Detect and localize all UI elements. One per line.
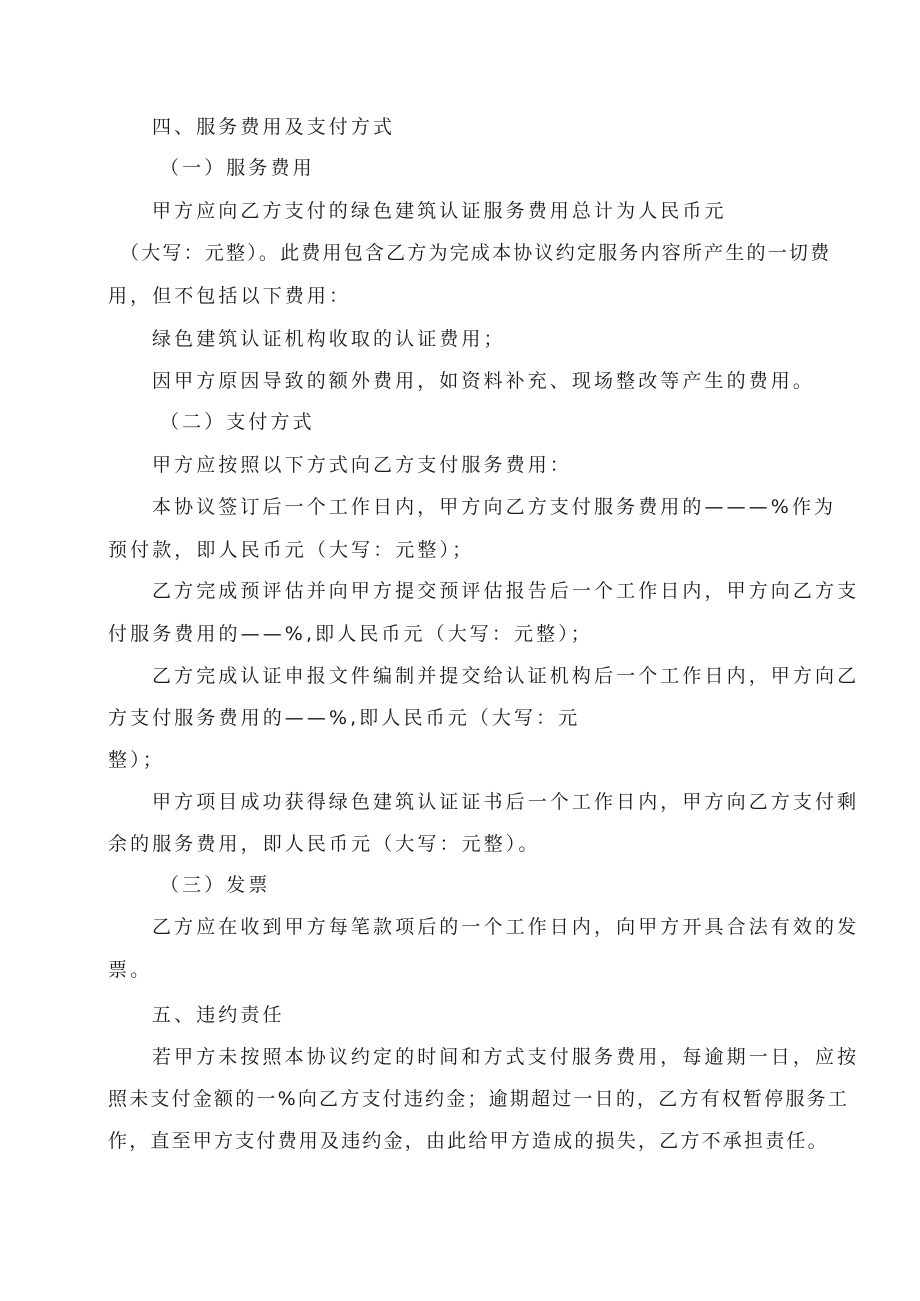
invoice-line1: 乙方应在收到甲方每笔款项后的一个工作日内，向甲方开具合法有效的发 xyxy=(152,916,860,938)
fee-exclusion-2: 因甲方原因导致的额外费用，如资料补充、现场整改等产生的费用。 xyxy=(152,370,816,392)
breach-line3: 作，直至甲方支付费用及违约金，由此给甲方造成的损失，乙方不承担责任。 xyxy=(108,1130,829,1152)
payment-4-line1: 甲方项目成功获得绿色建筑认证证书后一个工作日内，甲方向乙方支付剩 xyxy=(152,791,860,813)
payment-3-line1: 乙方完成认证申报文件编制并提交给认证机构后一个工作日内，甲方向乙 xyxy=(152,665,860,687)
breach-line2: 照未支付金额的一%向乙方支付违约金；逾期超过一日的，乙方有权暂停服务工 xyxy=(108,1088,850,1110)
payment-intro: 甲方应按照以下方式向乙方支付服务费用： xyxy=(152,454,572,476)
fee-exclusion-1: 绿色建筑认证机构收取的认证费用； xyxy=(152,328,506,350)
section4-heading: 四、服务费用及支付方式 xyxy=(152,116,396,138)
payment-1-line2: 预付款，即人民币元（大写：元整）； xyxy=(108,539,475,561)
breach-line1: 若甲方未按照本协议约定的时间和方式支付服务费用，每逾期一日，应按 xyxy=(152,1046,860,1068)
sub1-heading: （一）服务费用 xyxy=(160,157,315,179)
sub2-heading: （二）支付方式 xyxy=(160,411,315,433)
payment-2-line2: 付服务费用的——%,即人民币元（大写：元整）； xyxy=(108,623,593,645)
payment-3-line2: 方支付服务费用的——%,即人民币元（大写：元 xyxy=(108,707,581,729)
payment-4-line2: 余的服务费用，即人民币元（大写：元整）。 xyxy=(108,833,541,855)
payment-3-line3: 整）； xyxy=(108,749,165,771)
fee-paragraph-line2: （大写：元整）。此费用包含乙方为完成本协议约定服务内容所产生的一切费 xyxy=(120,242,832,264)
payment-2-line1: 乙方完成预评估并向甲方提交预评估报告后一个工作日内，甲方向乙方支 xyxy=(152,580,860,602)
payment-1-line1: 本协议签订后一个工作日内，甲方向乙方支付服务费用的———%作为 xyxy=(152,496,837,518)
sub3-heading: （三）发票 xyxy=(160,874,271,896)
invoice-line2: 票。 xyxy=(108,959,153,981)
section5-heading: 五、违约责任 xyxy=(152,1004,285,1026)
fee-paragraph-line1: 甲方应向乙方支付的绿色建筑认证服务费用总计为人民币元 xyxy=(152,200,727,222)
fee-paragraph-line3: 用，但不包括以下费用： xyxy=(108,285,352,307)
